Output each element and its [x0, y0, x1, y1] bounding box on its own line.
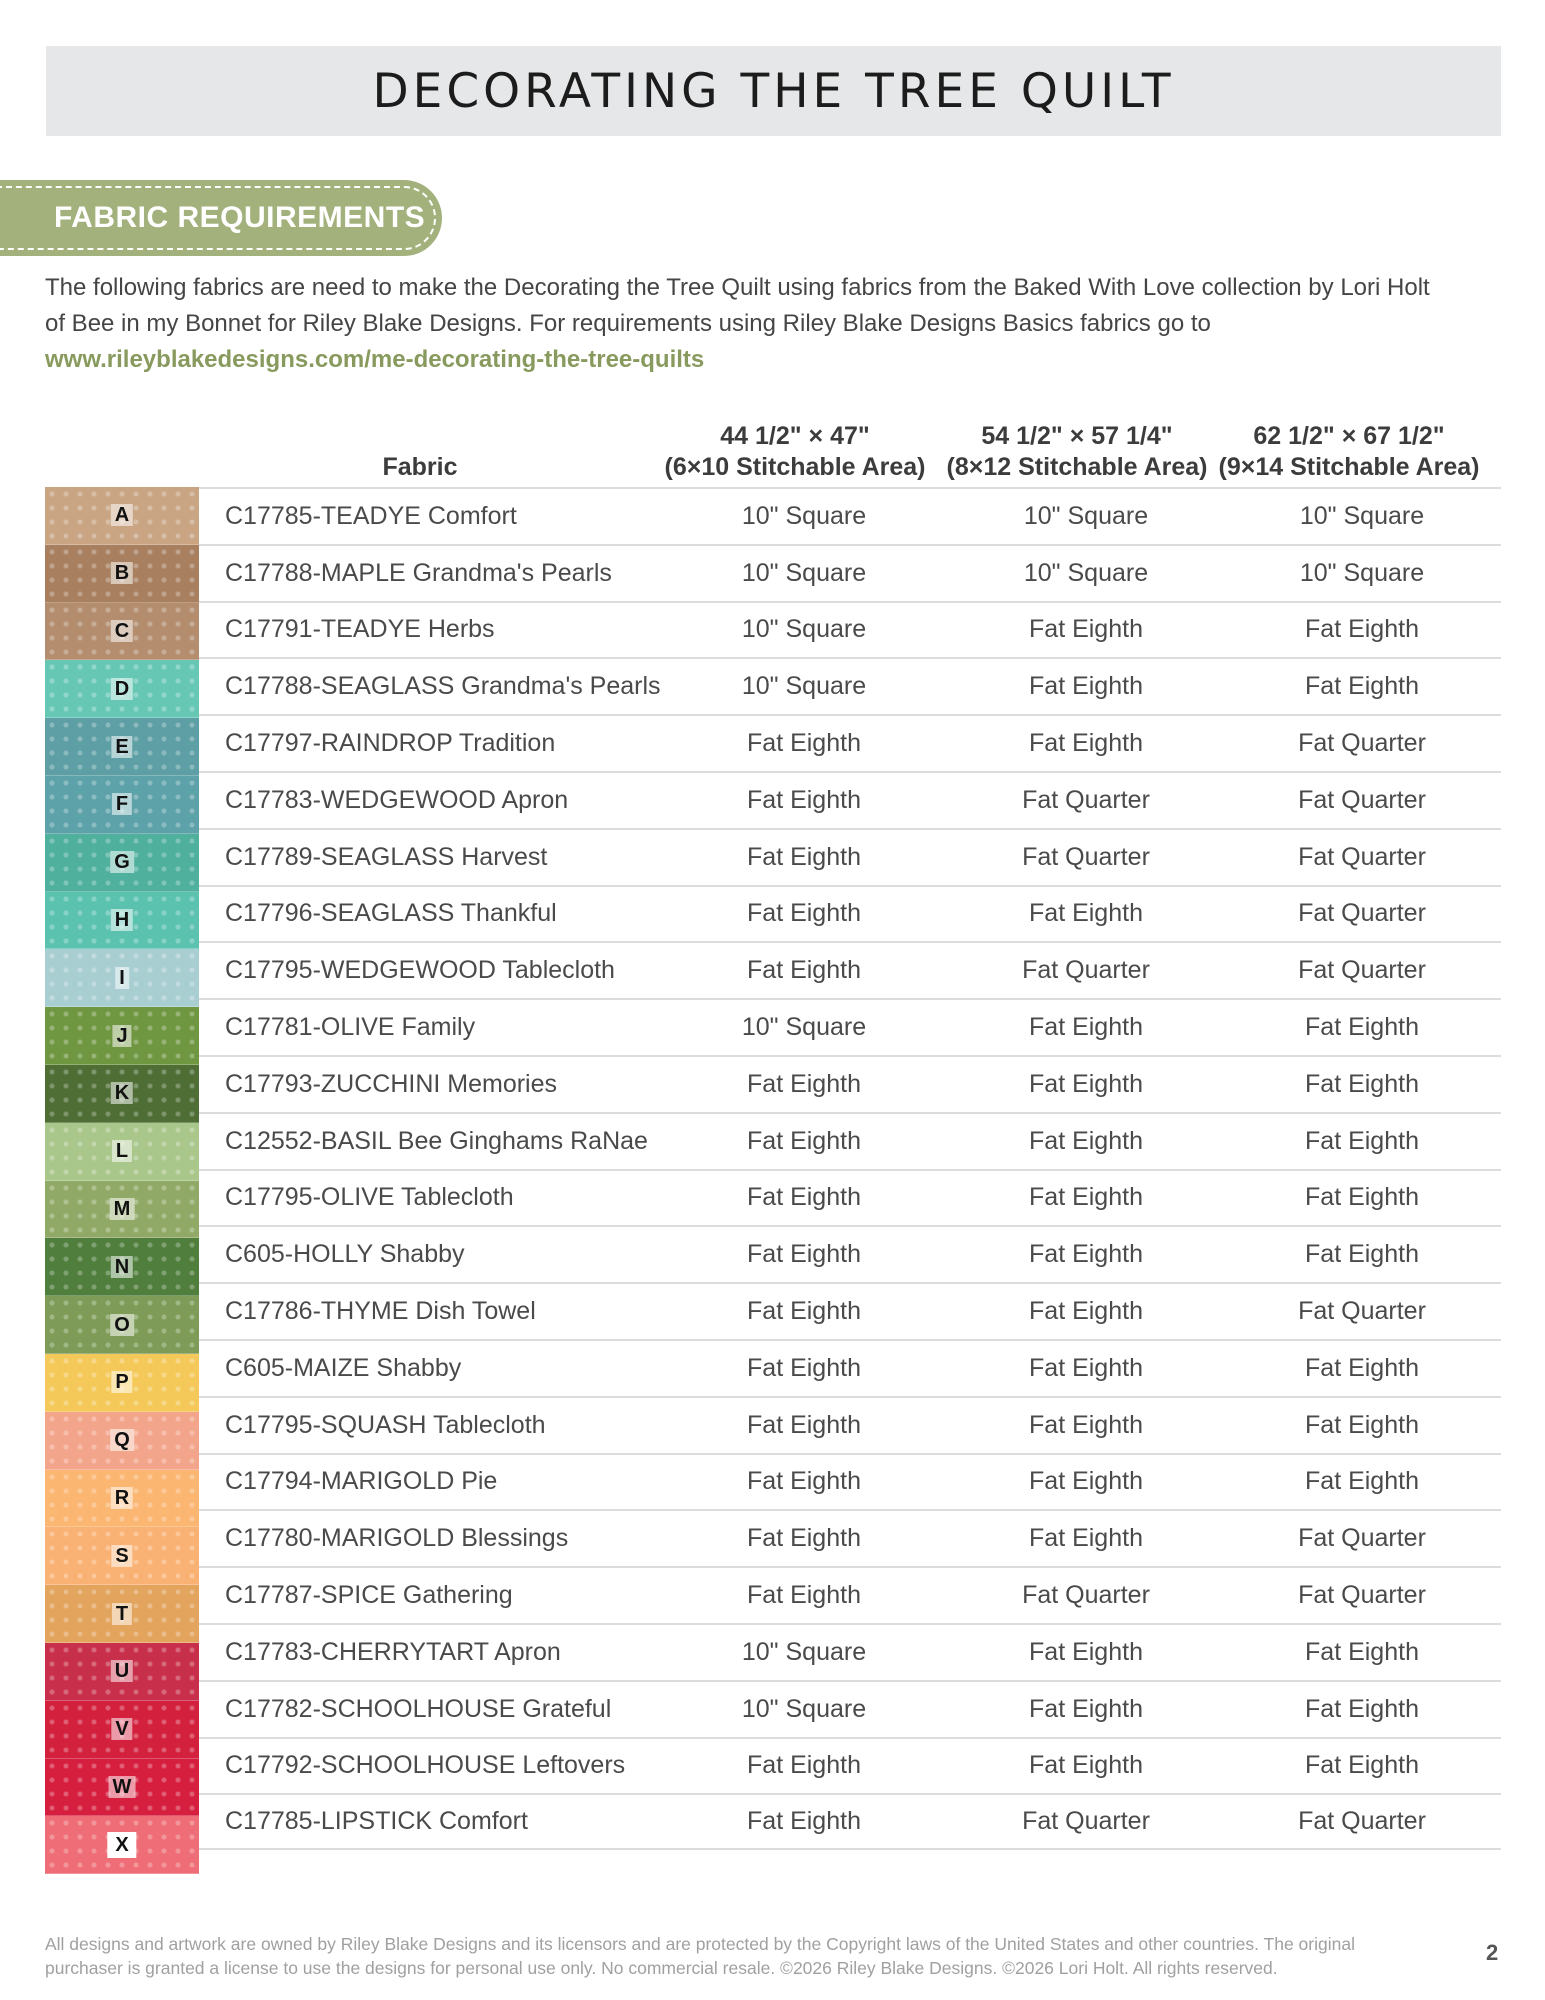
swatch-letter: C: [111, 620, 133, 642]
fabric-name: C17793-ZUCCHINI Memories: [225, 1069, 558, 1098]
qty-size-2: Fat Eighth: [1029, 1637, 1143, 1666]
qty-size-3: Fat Eighth: [1305, 1126, 1419, 1155]
swatch-letter: N: [111, 1256, 133, 1278]
qty-size-1: 10" Square: [741, 1013, 867, 1042]
copyright-footer: All designs and artwork are owned by Riley Blake Designs and its licensors and are protected by the Copyright laws of the United States and other countries. The original purchaser is granted a license to use the designs for personal use only. No commercial resale. ©2026 Riley Blake Designs. ©2026 Lori Holt. All rights reserved.: [45, 1934, 1355, 1978]
qty-size-3: Fat Quarter: [1298, 842, 1426, 871]
swatch-letter: E: [111, 736, 132, 758]
qty-size-2: Fat Eighth: [1029, 1524, 1143, 1553]
fabric-swatch: [45, 1354, 199, 1412]
table-row: [199, 1453, 1501, 1510]
size-header-3-area: (9×14 Stitchable Area): [1218, 453, 1480, 481]
qty-size-2: Fat Eighth: [1029, 1069, 1143, 1098]
swatch-letter: V: [111, 1718, 132, 1740]
fabric-name: C17795-OLIVE Tablecloth: [225, 1183, 514, 1212]
qty-size-2: Fat Eighth: [1029, 615, 1143, 644]
fabric-swatch: [45, 603, 199, 661]
intro-paragraph: [45, 270, 1455, 378]
fabric-swatch: [45, 1643, 199, 1701]
qty-size-1: Fat Eighth: [747, 1297, 861, 1326]
fabric-name: C17780-MARIGOLD Blessings: [225, 1524, 569, 1553]
table-row: [199, 1282, 1501, 1339]
qty-size-1: Fat Eighth: [747, 1467, 861, 1496]
qty-size-2: 10" Square: [1023, 501, 1149, 530]
basics-link[interactable]: www.rileyblakedesigns.com/me-decorating-the-tree-quilts: [45, 346, 705, 373]
qty-size-2: Fat Eighth: [1029, 1240, 1143, 1269]
qty-size-3: Fat Quarter: [1298, 1524, 1426, 1553]
fabric-swatch: [45, 660, 199, 718]
table-row: [199, 1055, 1501, 1112]
fabric-name: C17795-SQUASH Tablecloth: [225, 1410, 546, 1439]
table-row: [199, 1225, 1501, 1282]
qty-size-3: Fat Quarter: [1298, 1807, 1426, 1836]
fabric-name: C17785-LIPSTICK Comfort: [225, 1807, 528, 1836]
table-row: [199, 1169, 1501, 1226]
swatch-letter: R: [111, 1487, 133, 1509]
qty-size-2: Fat Eighth: [1029, 1126, 1143, 1155]
page-number: 2: [1486, 1940, 1499, 1965]
qty-size-3: Fat Eighth: [1305, 1240, 1419, 1269]
table-row: [199, 1737, 1501, 1794]
qty-size-1: Fat Eighth: [747, 1183, 861, 1212]
qty-size-2: Fat Eighth: [1029, 1410, 1143, 1439]
qty-size-1: 10" Square: [741, 1694, 867, 1723]
fabric-swatch: [45, 487, 199, 545]
section-tab: [0, 180, 442, 256]
table-row: [199, 487, 1501, 544]
fabric-swatch: [45, 718, 199, 776]
qty-size-1: 10" Square: [741, 501, 867, 530]
fabric-name: C17788-MAPLE Grandma's Pearls: [225, 558, 612, 587]
table-row: [199, 601, 1501, 658]
swatch-letter: T: [112, 1603, 132, 1625]
qty-size-3: Fat Quarter: [1298, 1581, 1426, 1610]
fabric-swatch: [45, 1123, 199, 1181]
table-row: [199, 1339, 1501, 1396]
qty-size-3: Fat Quarter: [1298, 1297, 1426, 1326]
fabric-name: C17783-WEDGEWOOD Apron: [225, 785, 569, 814]
fabric-name: C17791-TEADYE Herbs: [225, 615, 495, 644]
fabric-name: C605-HOLLY Shabby: [225, 1240, 465, 1269]
fabric-swatch: [45, 1412, 199, 1470]
fabric-swatch: [45, 545, 199, 603]
fabric-swatch: [45, 1238, 199, 1296]
swatch-letter: K: [111, 1082, 133, 1104]
fabric-name: C12552-BASIL Bee Ginghams RaNae: [225, 1126, 648, 1155]
qty-size-1: 10" Square: [741, 558, 867, 587]
fabric-swatch: [45, 1701, 199, 1759]
swatch-column: [45, 487, 199, 1874]
qty-size-3: Fat Eighth: [1305, 1637, 1419, 1666]
swatch-letter: I: [115, 967, 129, 989]
qty-size-3: Fat Quarter: [1298, 899, 1426, 928]
size-header-3-size: 62 1/2" × 67 1/2": [1253, 422, 1445, 450]
qty-size-1: Fat Eighth: [747, 1524, 861, 1553]
qty-size-2: Fat Quarter: [1022, 1807, 1150, 1836]
qty-size-1: 10" Square: [741, 1637, 867, 1666]
table-row: [199, 1566, 1501, 1623]
swatch-letter: G: [110, 851, 134, 873]
swatch-letter: X: [107, 1832, 136, 1858]
qty-size-3: Fat Quarter: [1298, 956, 1426, 985]
size-header-2-size: 54 1/2" × 57 1/4": [981, 422, 1173, 450]
table-row: [199, 1793, 1501, 1850]
qty-size-2: 10" Square: [1023, 558, 1149, 587]
size-header-1: [655, 421, 935, 483]
qty-size-2: Fat Quarter: [1022, 842, 1150, 871]
swatch-letter: P: [111, 1371, 132, 1393]
fabric-swatch: [45, 1470, 199, 1528]
qty-size-3: Fat Eighth: [1305, 1353, 1419, 1382]
qty-size-2: Fat Eighth: [1029, 672, 1143, 701]
qty-size-1: Fat Eighth: [747, 1581, 861, 1610]
title-bar: [46, 46, 1501, 136]
qty-size-3: Fat Quarter: [1298, 785, 1426, 814]
swatch-letter: S: [111, 1545, 132, 1567]
qty-size-1: Fat Eighth: [747, 1410, 861, 1439]
qty-size-1: Fat Eighth: [747, 1069, 861, 1098]
swatch-letter: O: [110, 1314, 134, 1336]
qty-size-3: Fat Eighth: [1305, 1410, 1419, 1439]
table-row: [199, 885, 1501, 942]
fabric-name: C17783-CHERRYTART Apron: [225, 1637, 561, 1666]
swatch-letter: D: [111, 678, 133, 700]
page-title: DECORATING THE TREE QUILT: [372, 63, 1175, 119]
fabric-name: C17794-MARIGOLD Pie: [225, 1467, 498, 1496]
fabric-swatch: [45, 892, 199, 950]
qty-size-2: Fat Quarter: [1022, 956, 1150, 985]
qty-size-3: Fat Eighth: [1305, 1467, 1419, 1496]
fabric-name: C17785-TEADYE Comfort: [225, 501, 517, 530]
table-row: [199, 1396, 1501, 1453]
fabric-name: C17788-SEAGLASS Grandma's Pearls: [225, 672, 661, 701]
table-row: [199, 1509, 1501, 1566]
table-row: [199, 1112, 1501, 1169]
size-header-3: [1209, 421, 1489, 483]
fabric-swatch: [45, 776, 199, 834]
swatch-letter: A: [111, 504, 133, 526]
qty-size-2: Fat Eighth: [1029, 729, 1143, 758]
qty-size-3: Fat Eighth: [1305, 1183, 1419, 1212]
table-row: [199, 998, 1501, 1055]
intro-text: The following fabrics are need to make the Decorating the Tree Quilt using fabrics from the Baked With Love collection by Lori Holt of Bee in my Bonnet for Riley Blake Designs. For requirements using Riley Blake Designs Basics fabrics go to: [45, 274, 1430, 337]
fabric-name: C17787-SPICE Gathering: [225, 1581, 513, 1610]
swatch-letter: W: [109, 1776, 136, 1798]
table-row: [199, 714, 1501, 771]
qty-size-2: Fat Quarter: [1022, 785, 1150, 814]
fabric-swatch: [45, 1296, 199, 1354]
fabric-swatch: [45, 1007, 199, 1065]
fabric-swatch: [45, 949, 199, 1007]
qty-size-3: 10" Square: [1299, 558, 1425, 587]
qty-size-2: Fat Eighth: [1029, 1751, 1143, 1780]
qty-size-1: Fat Eighth: [747, 785, 861, 814]
fabric-name: C17796-SEAGLASS Thankful: [225, 899, 557, 928]
size-header-2-area: (8×12 Stitchable Area): [946, 453, 1208, 481]
qty-size-2: Fat Eighth: [1029, 1467, 1143, 1496]
fabric-name: C605-MAIZE Shabby: [225, 1353, 462, 1382]
fabric-swatch: [45, 1527, 199, 1585]
table-row: [199, 657, 1501, 714]
table-row: [199, 1623, 1501, 1680]
qty-size-1: 10" Square: [741, 615, 867, 644]
size-header-1-size: 44 1/2" × 47": [720, 422, 870, 450]
qty-size-2: Fat Eighth: [1029, 899, 1143, 928]
qty-size-3: 10" Square: [1299, 501, 1425, 530]
section-heading: FABRIC REQUIREMENTS: [54, 201, 426, 234]
swatch-letter: L: [112, 1140, 132, 1162]
swatch-letter: J: [112, 1025, 131, 1047]
qty-size-1: Fat Eighth: [747, 1807, 861, 1836]
swatch-letter: M: [110, 1198, 135, 1220]
swatch-letter: F: [112, 793, 132, 815]
qty-size-1: Fat Eighth: [747, 729, 861, 758]
qty-size-2: Fat Eighth: [1029, 1694, 1143, 1723]
fabric-column-header: Fabric: [382, 453, 458, 481]
fabric-name: C17789-SEAGLASS Harvest: [225, 842, 548, 871]
qty-size-3: Fat Eighth: [1305, 1694, 1419, 1723]
qty-size-3: Fat Eighth: [1305, 1751, 1419, 1780]
fabric-name: C17797-RAINDROP Tradition: [225, 729, 556, 758]
swatch-letter: H: [111, 909, 133, 931]
fabric-name: C17786-THYME Dish Towel: [225, 1297, 536, 1326]
qty-size-1: Fat Eighth: [747, 1751, 861, 1780]
qty-size-2: Fat Quarter: [1022, 1581, 1150, 1610]
qty-size-3: Fat Eighth: [1305, 672, 1419, 701]
fabric-swatch: [45, 1065, 199, 1123]
table-row: [199, 1680, 1501, 1737]
table-row: [199, 941, 1501, 998]
table-row: [199, 828, 1501, 885]
qty-size-1: Fat Eighth: [747, 956, 861, 985]
qty-size-3: Fat Quarter: [1298, 729, 1426, 758]
qty-size-2: Fat Eighth: [1029, 1013, 1143, 1042]
fabric-name: C17792-SCHOOLHOUSE Leftovers: [225, 1751, 626, 1780]
qty-size-1: 10" Square: [741, 672, 867, 701]
qty-size-2: Fat Eighth: [1029, 1353, 1143, 1382]
fabric-swatch: [45, 1181, 199, 1239]
swatch-letter: U: [111, 1660, 133, 1682]
qty-size-1: Fat Eighth: [747, 899, 861, 928]
requirements-table: [199, 487, 1501, 1850]
fabric-name: C17795-WEDGEWOOD Tablecloth: [225, 956, 615, 985]
qty-size-3: Fat Eighth: [1305, 1069, 1419, 1098]
qty-size-1: Fat Eighth: [747, 1353, 861, 1382]
swatch-letter: Q: [110, 1429, 134, 1451]
table-row: [199, 544, 1501, 601]
fabric-name: C17782-SCHOOLHOUSE Grateful: [225, 1694, 612, 1723]
qty-size-3: Fat Eighth: [1305, 615, 1419, 644]
size-header-2: [937, 421, 1217, 483]
qty-size-2: Fat Eighth: [1029, 1183, 1143, 1212]
fabric-swatch: [45, 1816, 199, 1874]
fabric-swatch: [45, 834, 199, 892]
table-row: [199, 771, 1501, 828]
fabric-name: C17781-OLIVE Family: [225, 1013, 476, 1042]
qty-size-1: Fat Eighth: [747, 842, 861, 871]
fabric-swatch: [45, 1759, 199, 1817]
qty-size-2: Fat Eighth: [1029, 1297, 1143, 1326]
swatch-letter: B: [111, 562, 133, 584]
fabric-swatch: [45, 1585, 199, 1643]
size-header-1-area: (6×10 Stitchable Area): [664, 453, 926, 481]
qty-size-1: Fat Eighth: [747, 1126, 861, 1155]
qty-size-1: Fat Eighth: [747, 1240, 861, 1269]
qty-size-3: Fat Eighth: [1305, 1013, 1419, 1042]
